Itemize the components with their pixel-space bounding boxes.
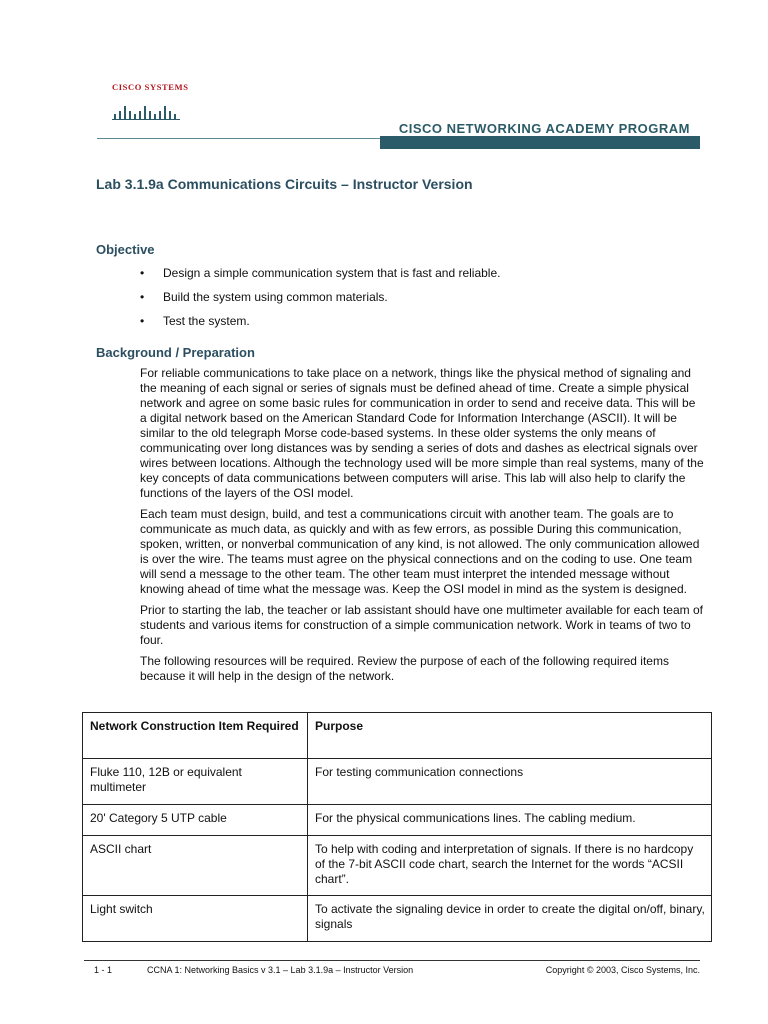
logo-text: CISCO SYSTEMS — [112, 82, 189, 92]
program-name: CISCO NETWORKING ACADEMY PROGRAM — [398, 121, 690, 136]
table-row — [83, 896, 712, 942]
table-cell: To help with coding and interpretation of signals. If there is no hardcopy of the 7-bit ASCII code chart, search the Internet for the words “ACSII chart”. — [308, 836, 712, 896]
objective-list — [140, 266, 500, 338]
objective-heading: Objective — [96, 242, 155, 257]
table-cell: ASCII chart — [83, 836, 308, 896]
list-item: • Design a simple communication system that is fast and reliable. — [140, 266, 500, 290]
footer-rule — [84, 960, 700, 961]
cisco-logo — [112, 82, 189, 120]
table-cell: To activate the signaling device in order to create the digital on/off, binary, signals — [308, 896, 712, 942]
background-heading: Background / Preparation — [96, 345, 255, 360]
table-cell: For testing communication connections — [308, 759, 712, 805]
column-header: Network Construction Item Required — [83, 713, 308, 759]
table-row — [83, 759, 712, 805]
table-cell: Light switch — [83, 896, 308, 942]
resources-table — [82, 712, 712, 942]
table-cell: Fluke 110, 12B or equivalent multimeter — [83, 759, 308, 805]
page-title: Lab 3.1.9a Communications Circuits – Instructor Version — [96, 176, 473, 192]
list-item: • Test the system. — [140, 314, 500, 338]
column-header: Purpose — [308, 713, 712, 759]
cisco-bridge-logo-icon — [112, 92, 182, 120]
page-number: 1 - 1 — [94, 965, 113, 975]
background-text — [140, 366, 705, 690]
paragraph: For reliable communications to take place on a network, things like the physical method of signaling and the meaning of each signal or series of signals must be defined ahead of time. Create a simple physical network and agree on some basic rules for communication in order to send and receive data. This will be a digital network based on the American Standard Code for Information Interchange (ASCII). It will be similar to the old telegraph Morse code-based systems. In these older systems the only means of communicating over long distances was by sending a series of dots and dashes as electrical signals over wires between locations. Although the technology used will be more simple than real systems, many of the key concepts of data communications between computers will arise. This lab will also help to clarify the functions of the layers of the OSI model. — [140, 366, 704, 500]
table-row — [83, 836, 712, 896]
bullet-icon: • — [140, 314, 145, 328]
table-cell: 20' Category 5 UTP cable — [83, 805, 308, 836]
paragraph: The following resources will be required. Review the purpose of each of the following required items because it will help in the design of the network. — [140, 654, 669, 683]
footer-copyright: Copyright © 2003, Cisco Systems, Inc. — [545, 965, 700, 975]
header-bar — [380, 136, 700, 149]
paragraph: Prior to starting the lab, the teacher or lab assistant should have one multimeter available for each team of students and various items for construction of a simple communication network. Work in teams of two to four. — [140, 603, 703, 647]
table-cell: For the physical communications lines. The cabling medium. — [308, 805, 712, 836]
bullet-icon: • — [140, 266, 145, 280]
list-item: • Build the system using common materials. — [140, 290, 500, 314]
table-header-row — [83, 713, 712, 759]
bullet-icon: • — [140, 290, 145, 304]
paragraph: Each team must design, build, and test a communications circuit with another team. The goals are to communicate as much data, as quickly and with as few errors, as possible During this communication, spoken, written, or nonverbal communication of any kind, is not allowed. The only communication allowed is over the wire. The teams must agree on the physical connections and on the coding to use. One team will send a message to the other team. The other team must interpret the intended message without knowing ahead of time what the message was. Keep the OSI model in mind as the system is designed. — [140, 507, 700, 596]
footer-course: CCNA 1: Networking Basics v 3.1 – Lab 3.1.9a – Instructor Version — [147, 965, 414, 975]
table-row — [83, 805, 712, 836]
